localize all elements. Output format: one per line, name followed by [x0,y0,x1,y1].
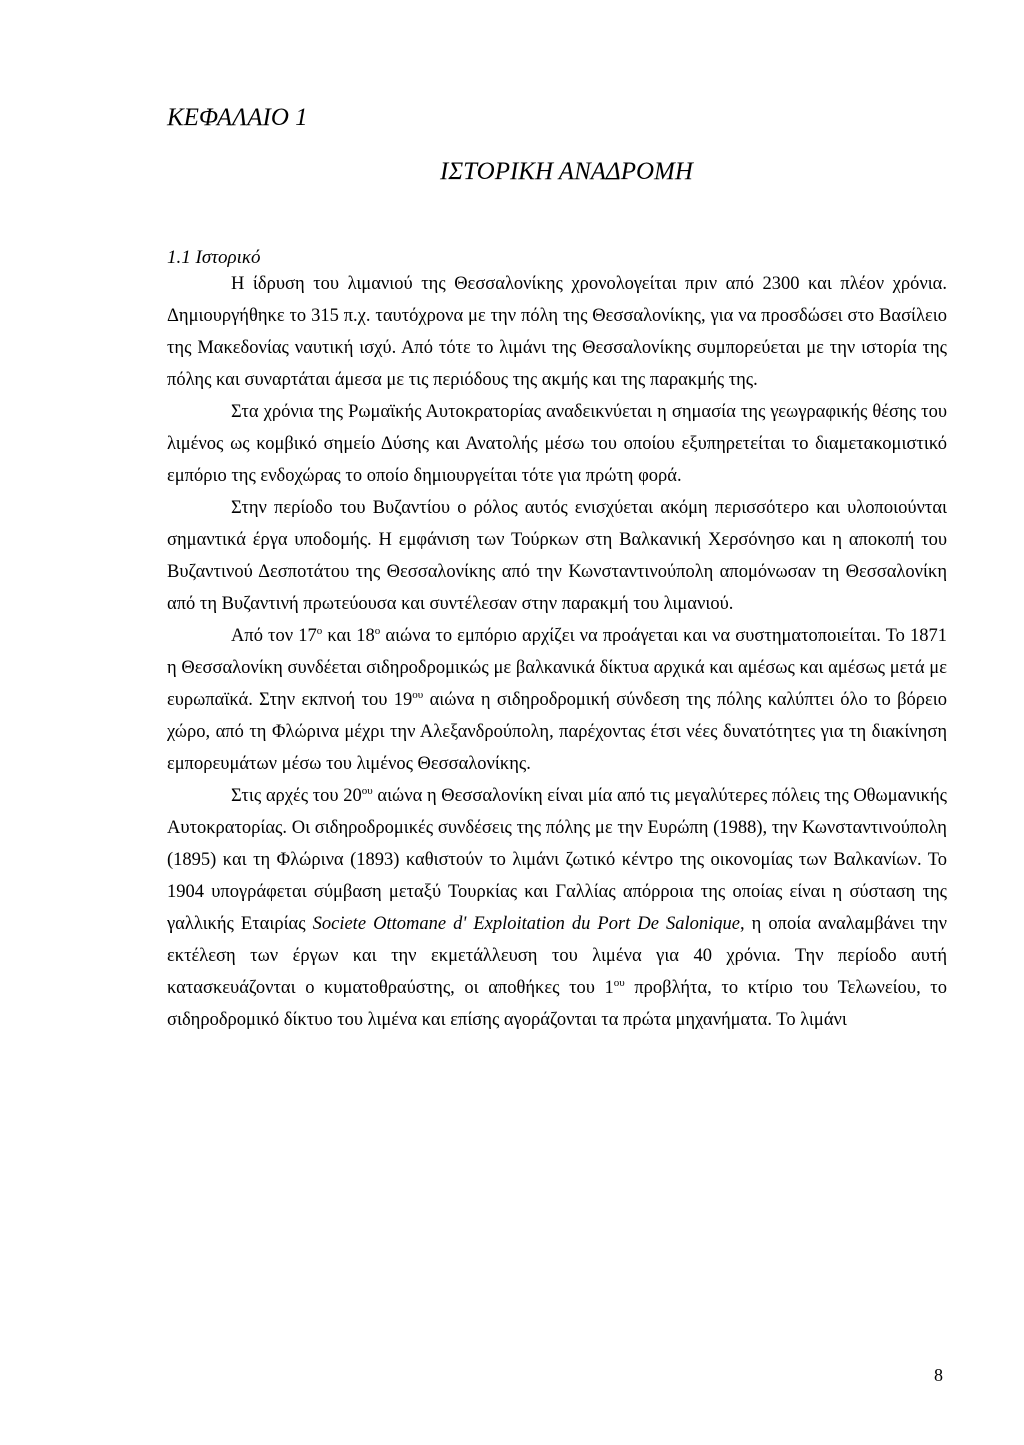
paragraph-4 [167,620,947,780]
company-name-italic: Societe Ottomane d' Exploitation du Port De Salonique [312,914,740,934]
paragraph-5-text-a: Στις αρχές του 20 [231,786,362,806]
paragraph-1: Η ίδρυση του λιμανιού της Θεσσαλονίκης χρονολογείται πριν από 2300 και πλέον χρόνια. Δημιουργήθηκε το 315 π.χ. ταυτόχρονα με την πόλη της Θεσσαλονίκης, για να προσδώσει στο Βασίλειο της Μακεδονίας ναυτική ισχύ. Από τότε το λιμάνι της Θεσσαλονίκης συμπορεύεται με την ιστορία της πόλης και συναρτάται άμεσα με τις περιόδους της ακμής και της παρακμής της. [167,274,947,390]
paragraph-4-text-c: αιώνα το εμπόριο αρχίζει να προάγεται και να συστηματοποιείται. Το 1871 η Θεσσαλονίκη συνδέεται σιδηροδρομικώς με βαλκανικά δίκτυα αρχικά και αμέσως και αμέσως μετά με ευρωπαϊκά. Στην εκπνοή του 19 [167,626,947,710]
superscript: ου [361,784,373,797]
superscript: ο [374,624,381,637]
paragraph-4-text-b: και 18 [322,626,375,646]
section-heading: 1.1 Ιστορικό [167,247,261,268]
chapter-title: ΙΣΤΟΡΙΚΗ ΑΝΑΔΡΟΜΗ [440,158,693,185]
superscript: ο [316,624,323,637]
paragraph-3: Στην περίοδο του Βυζαντίου ο ρόλος αυτός ενισχύεται ακόμη περισσότερο και υλοποιούνται σημαντικά έργα υποδομής. Η εμφάνιση των Τούρκων στη Βαλκανική Χερσόνησο και η αποκοπή του Βυζαντινού Δεσποτάτου της Θεσσαλονίκης από την Κωνσταντινούπολη απομόνωσαν τη Θεσσαλονίκη από τη Βυζαντινή πρωτεύουσα και συντέλεσαν στην παρακμή του λιμανιού. [167,498,947,614]
superscript: ου [613,976,625,989]
paragraph-4-text-a: Από τον 17 [231,626,317,646]
paragraph-5-text-c: , η οποία αναλαμβάνει την εκτέλεση των έργων και την εκμετάλλευση του λιμένα για 40 χρόνια. Την περίοδο αυτή κατασκευάζονται ο κυματοθραύστης, οι αποθήκες του 1 [167,914,947,998]
paragraph-5-text-d: προβλήτα, το κτίριο του Τελωνείου, το σιδηροδρομικό δίκτυο του λιμένα και επίσης αγοράζονται τα πρώτα μηχανήματα. Το λιμάνι [167,978,947,1030]
paragraph-5 [167,780,947,1036]
superscript: ου [412,688,424,701]
chapter-heading: ΚΕΦΑΛΑΙΟ 1 [167,104,308,131]
body-text [167,268,947,1036]
paragraph-2: Στα χρόνια της Ρωμαϊκής Αυτοκρατορίας αναδεικνύεται η σημασία της γεωγραφικής θέσης του λιμένος ως κομβικό σημείο Δύσης και Ανατολής μέσω του οποίου εξυπηρετείται το διαμετακομιστικό εμπόριο της ενδοχώρας το οποίο δημιουργείται τότε για πρώτη φορά. [167,402,947,486]
page-number: 8 [934,1365,943,1385]
paragraph-4-text-d: αιώνα η σιδηροδρομική σύνδεση της πόλης καλύπτει όλο το βόρειο χώρο, από τη Φλώρινα μέχρι την Αλεξανδρούπολη, παρέχοντας έτσι νέες δυνατότητες για τη διακίνηση εμπορευμάτων μέσω του λιμένος Θεσσαλονίκης. [167,690,947,774]
paragraph-5-text-b: αιώνα η Θεσσαλονίκη είναι μία από τις μεγαλύτερες πόλεις της Οθωμανικής Αυτοκρατορίας. Οι σιδηροδρομικές συνδέσεις της πόλης με την Ευρώπη (1988), την Κωνσταντινούπολη (1895) και τη Φλώρινα (1893) καθιστούν το λιμάνι ζωτικό κέντρο της οικονομίας των Βαλκανίων. Το 1904 υπογράφεται σύμβαση μεταξύ Τουρκίας και Γαλλίας απόρροια της οποίας είναι η σύσταση της γαλλικής Εταιρίας [167,786,947,934]
